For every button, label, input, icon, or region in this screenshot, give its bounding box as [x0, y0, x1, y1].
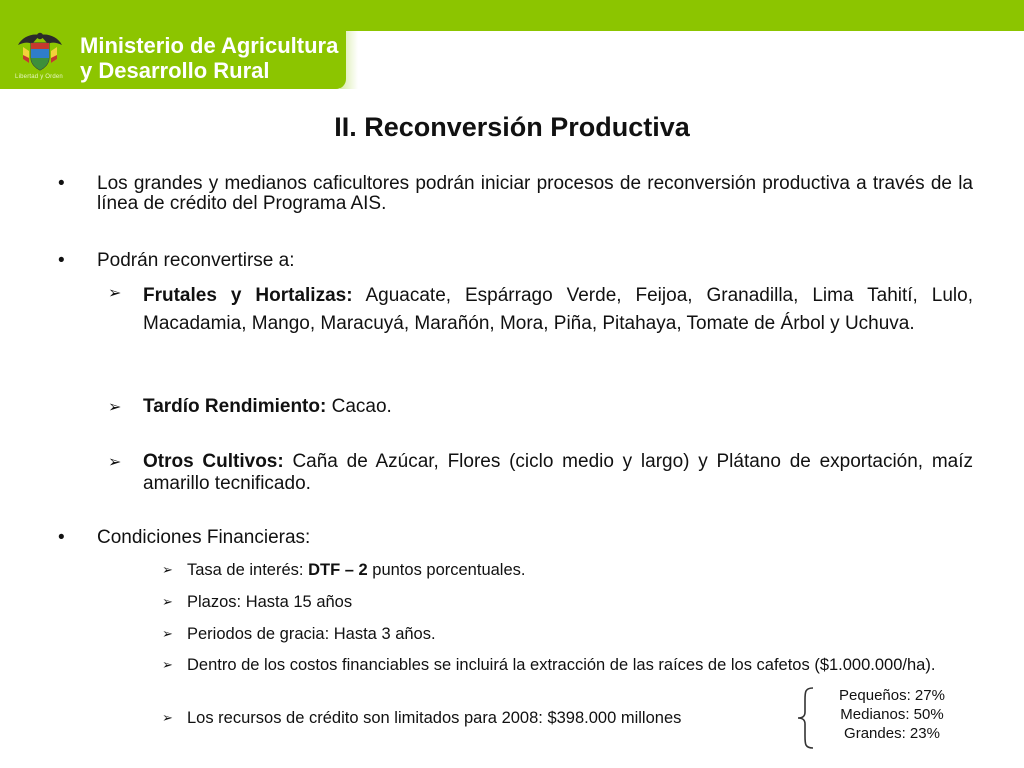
ministry-name: [80, 33, 338, 83]
page-title: II. Reconversión Productiva: [334, 112, 690, 142]
arrow-bullet-icon: ➢: [162, 710, 173, 725]
ministry-name-line1: Ministerio de Agricultura: [80, 33, 339, 58]
list-item-text: Aguacate, Espárrago Verde, Feijoa, Granadilla, Lima Tahití, Lulo, Macadamia, Mango, Maracuyá, Marañón, Mora, Piña, Pitahaya, Tomate de Árbol y Uchuva.: [143, 285, 973, 334]
list-item-tardio: [143, 397, 973, 417]
list-item-resources: Los recursos de crédito son limitados para 2008: $398.000 millones: [187, 709, 682, 727]
arrow-bullet-icon: ➢: [108, 454, 122, 471]
curly-brace-icon: [795, 686, 817, 750]
paragraph-reconvert-heading: Podrán reconvertirse a:: [97, 250, 295, 271]
list-item-label: Tardío Rendimiento:: [143, 396, 327, 417]
breakdown-small: Pequeños: 27%: [839, 687, 945, 704]
list-item-frutales: [143, 282, 973, 338]
list-item-term: Plazos: Hasta 15 años: [187, 593, 353, 611]
bullet-icon: •: [58, 527, 65, 548]
arrow-bullet-icon: ➢: [162, 657, 173, 672]
list-item-otros: [143, 451, 973, 495]
credit-breakdown: [822, 686, 962, 743]
list-item-interest-rate: [187, 559, 973, 581]
list-item-label: Frutales y Hortalizas:: [143, 285, 353, 306]
arrow-bullet-icon: ➢: [108, 399, 122, 416]
list-item-text: Cacao.: [331, 396, 392, 417]
list-item-text: Caña de Azúcar, Flores (ciclo medio y largo) y Plátano de exportación, maíz amarillo tecnificado.: [143, 451, 973, 494]
arrow-bullet-icon: ➢: [162, 562, 173, 577]
arrow-bullet-icon: ➢: [162, 594, 173, 609]
bullet-icon: •: [58, 173, 65, 194]
arrow-bullet-icon: ➢: [162, 626, 173, 641]
rate-prefix: Tasa de interés:: [187, 561, 304, 579]
crest-caption: Libertad y Orden: [15, 74, 63, 80]
arrow-bullet-icon: ➢: [108, 285, 122, 302]
breakdown-medium: Medianos: 50%: [840, 706, 944, 723]
list-item-grace: Periodos de gracia: Hasta 3 años.: [187, 625, 436, 643]
ministry-name-line2: y Desarrollo Rural: [80, 58, 270, 83]
rate-value: DTF – 2: [308, 561, 368, 579]
list-item-label: Otros Cultivos:: [143, 451, 284, 472]
rate-suffix: puntos porcentuales.: [372, 561, 526, 579]
paragraph-financial-conditions: Condiciones Financieras:: [97, 527, 311, 548]
logo-tab-shadow: [340, 31, 358, 89]
coat-of-arms-icon: [14, 31, 66, 73]
bullet-icon: •: [58, 250, 65, 271]
paragraph-ais-credit: Los grandes y medianos caficultores podrán iniciar procesos de reconversión productiva a través de la línea de crédito del Programa AIS.: [97, 173, 973, 214]
header-bar: [0, 0, 1024, 31]
list-item-costs: Dentro de los costos financiables se incluirá la extracción de las raíces de los cafetos ($1.000.000/ha).: [187, 656, 936, 674]
breakdown-large: Grandes: 23%: [844, 725, 940, 742]
